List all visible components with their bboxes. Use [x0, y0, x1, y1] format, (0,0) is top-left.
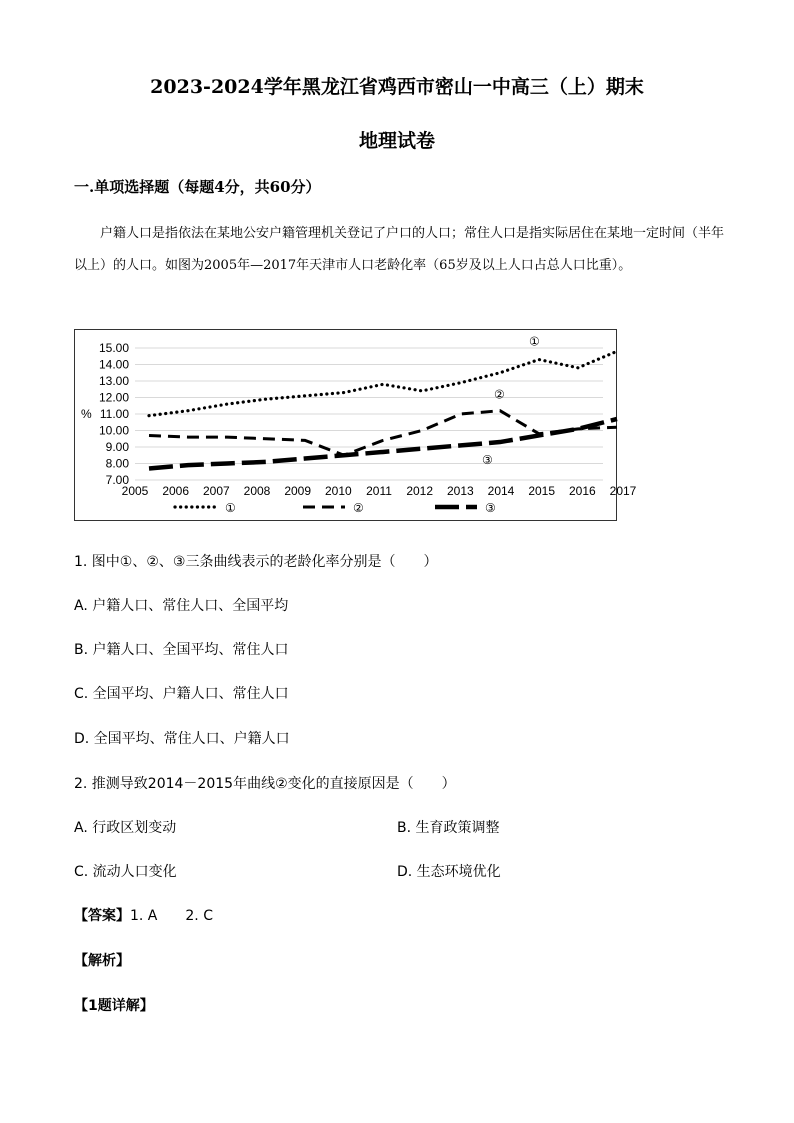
answer-text: 1. A 2. C: [130, 908, 213, 924]
exam-title-line2: 地理试卷: [358, 130, 435, 152]
section-heading: 一.单项选择题（每题4分，共60分）: [74, 178, 321, 196]
q1-option-b: B. 户籍人口、全国平均、常住人口: [74, 642, 289, 658]
y-tick-label: 14.00: [98, 357, 129, 372]
q2-option-d: D. 生态环境优化: [397, 864, 501, 880]
legend-label-2: ②: [353, 501, 364, 515]
y-tick-label: 11.00: [99, 407, 129, 421]
q1-option-d: D. 全国平均、常住人口、户籍人口: [74, 731, 290, 747]
chart-svg: [75, 330, 637, 522]
x-tick-label: 2006: [162, 484, 190, 498]
question-1-stem: 1. 图中①、②、③三条曲线表示的老龄化率分别是（ ）: [74, 554, 438, 570]
y-tick-label: 15.00: [98, 341, 129, 355]
y-axis-label: %: [81, 407, 92, 421]
x-tick-label: 2014: [487, 484, 515, 498]
x-tick-label: 2011: [366, 484, 392, 498]
q1-option-a: A. 户籍人口、常住人口、全国平均: [74, 598, 289, 614]
x-tick-label: 2017: [609, 484, 637, 498]
y-tick-label: 9.00: [105, 440, 129, 454]
q2-option-c: C. 流动人口变化: [74, 864, 177, 880]
series-line-3: [149, 419, 617, 469]
series-label-3: ③: [482, 453, 493, 468]
x-tick-label: 2013: [446, 484, 474, 498]
detail-tag: 【1题详解】: [74, 998, 154, 1014]
x-tick-label: 2009: [284, 484, 312, 498]
y-tick-label: 13.00: [98, 374, 129, 388]
q1-option-c: C. 全国平均、户籍人口、常住人口: [74, 686, 289, 702]
legend-label-1: ①: [225, 501, 236, 515]
x-tick-label: 2005: [121, 484, 149, 498]
y-tick-label: 7.00: [105, 473, 129, 487]
x-tick-label: 2007: [202, 484, 230, 498]
q2-option-a: A. 行政区划变动: [74, 820, 177, 836]
x-tick-label: 2012: [406, 484, 434, 498]
analysis-tag: 【解析】: [74, 953, 130, 969]
legend-label-3: ③: [485, 501, 496, 515]
x-tick-label: 2010: [324, 484, 352, 498]
aging-rate-chart: [74, 329, 637, 521]
exam-title-line1: 2023-2024学年黑龙江省鸡西市密山一中高三（上）期末: [150, 76, 644, 98]
y-tick-label: 10.00: [98, 423, 129, 438]
series-label-2: ②: [494, 387, 505, 402]
y-tick-label: 8.00: [105, 456, 129, 471]
question-2-stem: 2. 推测导致2014－2015年曲线②变化的直接原因是（ ）: [74, 776, 456, 792]
x-tick-label: 2008: [243, 484, 271, 498]
q2-option-b: B. 生育政策调整: [397, 820, 500, 836]
intro-paragraph: 户籍人口是指依法在某地公安户籍管理机关登记了户口的人口；常住人口是指实际居住在某地一定时间（半年以上）的人口。如图为2005年—2017年天津市人口老龄化率（65岁及以上人口占总人口比重）。: [74, 226, 725, 273]
answer-tag: 【答案】: [74, 908, 130, 924]
series-label-1: ①: [529, 334, 540, 349]
x-tick-label: 2015: [528, 484, 556, 498]
series-line-1: [149, 351, 617, 415]
x-tick-label: 2016: [568, 484, 596, 498]
y-tick-label: 12.00: [98, 390, 129, 405]
answer-line: [74, 905, 213, 925]
series-line-2: [149, 411, 617, 456]
